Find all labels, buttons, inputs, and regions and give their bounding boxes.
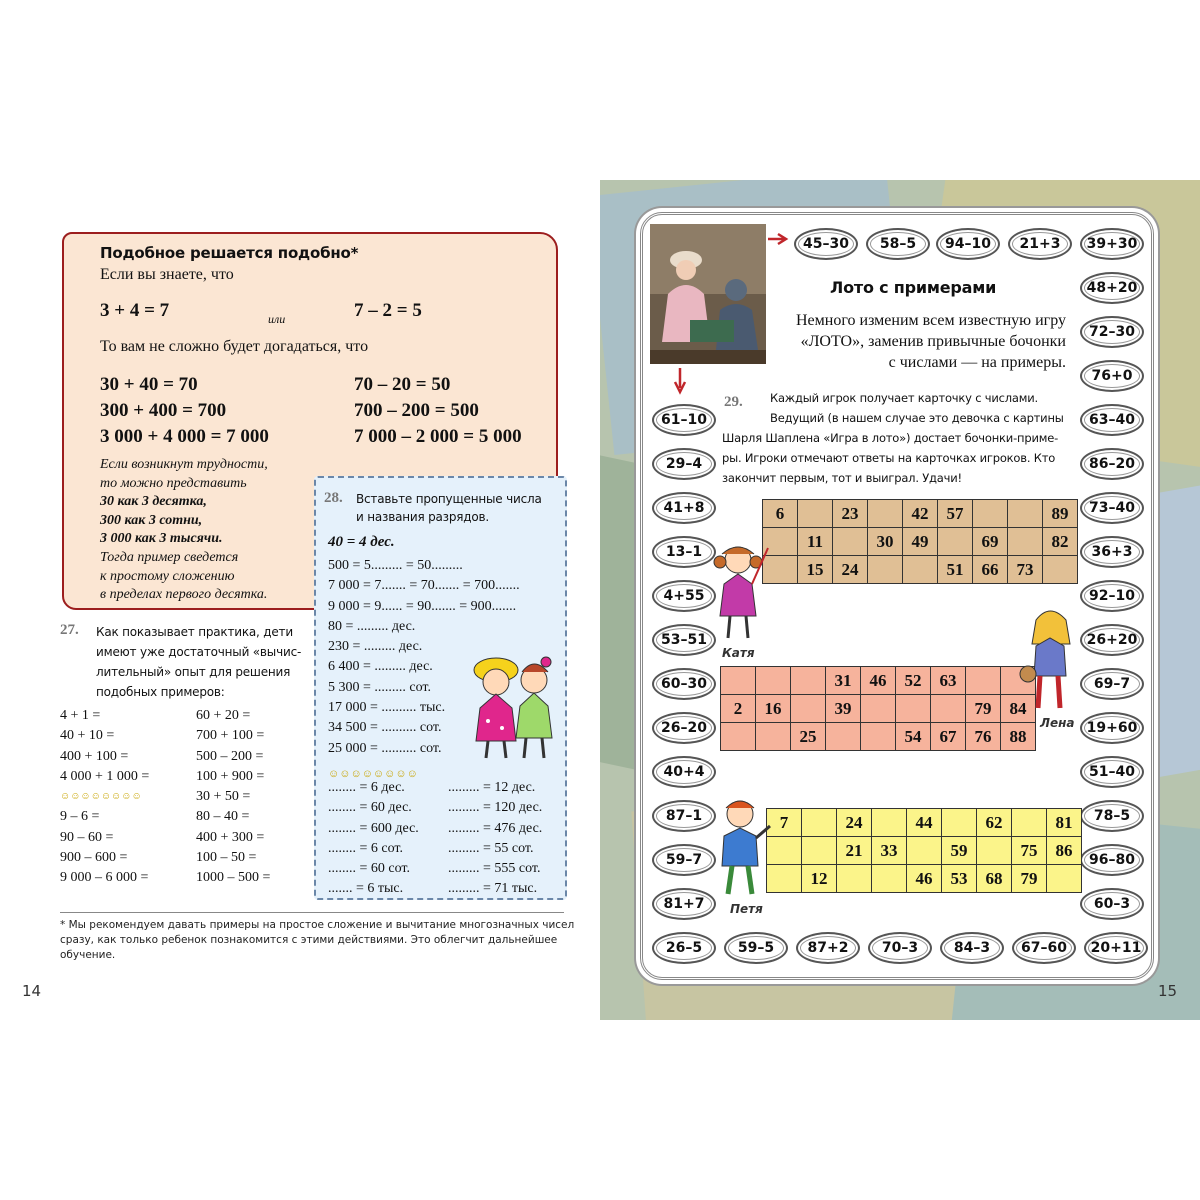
example-line: 900 – 600 =: [60, 850, 128, 866]
fill-line: ......... = 555 сот.: [448, 861, 541, 877]
lotto-barrel[interactable]: 59–7: [652, 844, 716, 876]
example-line: 100 + 900 =: [196, 768, 265, 784]
lotto-barrel[interactable]: 21+3: [1008, 228, 1072, 260]
footnote-divider: [60, 912, 564, 913]
hint-line: то можно представить: [100, 475, 247, 491]
card-cell[interactable]: 81: [1047, 809, 1082, 837]
hint-line: 300 как 3 сотни,: [100, 512, 203, 528]
player-name-petya: Петя: [730, 902, 763, 916]
card-cell[interactable]: [1043, 556, 1078, 584]
example-line: 100 – 50 =: [196, 850, 257, 866]
card-cell[interactable]: [791, 667, 826, 695]
fill-line: 7 000 = 7....... = 70....... = 700.......: [328, 578, 520, 594]
fill-line: ......... = 476 дес.: [448, 820, 543, 836]
example-line: 80 – 40 =: [196, 809, 250, 825]
card-row: [721, 667, 1036, 695]
example-line: 400 + 300 =: [196, 829, 265, 845]
card-cell[interactable]: [837, 865, 872, 893]
card-cell[interactable]: [802, 837, 837, 865]
card-cell[interactable]: 44: [907, 809, 942, 837]
card-cell[interactable]: 31: [826, 667, 861, 695]
card-cell[interactable]: [1008, 528, 1043, 556]
hint-line: Если возникнут трудности,: [100, 457, 268, 472]
card-cell[interactable]: 25: [791, 723, 826, 751]
fill-line: ........ = 600 дес.: [328, 820, 419, 836]
card-cell[interactable]: [1008, 500, 1043, 528]
card-cell[interactable]: [756, 723, 791, 751]
lotto-intro-line: Немного изменим всем известную игру: [796, 312, 1066, 329]
card-cell[interactable]: 57: [938, 500, 973, 528]
intro-line-2: То вам не сложно будет догадаться, что: [100, 338, 369, 355]
task-28-box: [314, 476, 567, 900]
card-cell[interactable]: [931, 695, 966, 723]
intro-eq-right: 700 – 200 = 500: [354, 400, 479, 421]
task-29-text: [722, 388, 1066, 488]
lotto-barrel[interactable]: 96–80: [1080, 844, 1144, 876]
card-cell[interactable]: 12: [802, 865, 837, 893]
task-29-text-line: закончит первым, тот и выиграл. Удачи!: [722, 471, 962, 485]
lotto-barrel[interactable]: 67–60: [1012, 932, 1076, 964]
hint-line: 3 000 как 3 тысячи.: [100, 531, 223, 547]
task-27-text-line: имеют уже достаточный «вычис-: [96, 645, 302, 659]
example-line: 9 000 – 6 000 =: [60, 870, 149, 886]
intro-title: Подобное решается подобно*: [100, 244, 359, 262]
fill-line: ......... = 71 тыс.: [448, 881, 538, 897]
card-cell[interactable]: [798, 500, 833, 528]
card-cell[interactable]: 82: [1043, 528, 1078, 556]
task-29-number: 29.: [724, 394, 743, 410]
card-cell[interactable]: [872, 865, 907, 893]
card-cell[interactable]: 52: [896, 667, 931, 695]
card-row: [767, 837, 1082, 865]
girls-illustration: [466, 646, 562, 766]
card-cell[interactable]: 42: [903, 500, 938, 528]
card-cell[interactable]: 73: [1008, 556, 1043, 584]
hint-line: к простому сложению: [100, 568, 235, 584]
card-cell[interactable]: 68: [977, 865, 1012, 893]
lotto-barrel[interactable]: 92–10: [1080, 580, 1144, 612]
example-line: 30 + 50 =: [196, 789, 251, 805]
card-row: [763, 556, 1078, 584]
card-cell[interactable]: [973, 500, 1008, 528]
intro-eq-1: 3 + 4 = 7: [100, 300, 170, 321]
card-cell[interactable]: 69: [973, 528, 1008, 556]
card-cell[interactable]: 11: [798, 528, 833, 556]
intro-eq-left: 300 + 400 = 700: [100, 400, 227, 421]
example-line: 500 – 200 =: [196, 748, 264, 764]
intro-or: или: [268, 312, 286, 326]
smiley-row: ☺☺☺☺☺☺☺☺: [60, 791, 142, 803]
card-cell[interactable]: [802, 809, 837, 837]
card-cell[interactable]: [1012, 809, 1047, 837]
example-line: 4 + 1 =: [60, 708, 101, 723]
intro-hint: [100, 456, 268, 605]
lotto-barrel[interactable]: 13–1: [652, 536, 716, 568]
lotto-barrel[interactable]: 69–7: [1080, 668, 1144, 700]
card-cell[interactable]: [942, 809, 977, 837]
lotto-barrel[interactable]: 70–3: [868, 932, 932, 964]
katya-illustration: [712, 540, 772, 644]
task-27-text-line: подобных примеров:: [96, 685, 225, 699]
task-29-text-line: Ведущий (в нашем случае это девочка с картины: [770, 411, 1064, 425]
task-28-number: 28.: [324, 490, 343, 506]
hint-line: Тогда пример сведется: [100, 549, 239, 565]
card-cell[interactable]: 21: [837, 837, 872, 865]
intro-eq-left: 30 + 40 = 70: [100, 374, 198, 395]
card-cell[interactable]: [868, 500, 903, 528]
footnote-line: сразу, как только ребенок познакомится с этими действиями. Это облегчит дальнейшее: [60, 934, 558, 946]
fill-line: ........ = 6 дес.: [328, 780, 405, 795]
card-cell[interactable]: [903, 556, 938, 584]
footnote: [60, 918, 574, 963]
card-cell[interactable]: 79: [1012, 865, 1047, 893]
fill-line: 34 500 = .......... сот.: [328, 720, 442, 736]
card-row: [721, 695, 1036, 723]
example-line: 60 + 20 =: [196, 708, 251, 723]
card-row: [721, 723, 1036, 751]
card-cell[interactable]: 24: [837, 809, 872, 837]
card-cell[interactable]: 39: [826, 695, 861, 723]
example-line: 1000 – 500 =: [196, 870, 271, 886]
lotto-barrel[interactable]: 60–3: [1080, 888, 1144, 920]
petya-illustration: [714, 796, 772, 900]
card-cell[interactable]: 51: [938, 556, 973, 584]
fill-line: ........ = 60 сот.: [328, 861, 410, 877]
fill-line: 230 = ......... дес.: [328, 639, 423, 655]
footnote-line: * Мы рекомендуем давать примеры на простое сложение и вычитание многозначных чисел: [60, 919, 575, 931]
fill-line: ......... = 55 сот.: [448, 840, 534, 856]
lotto-barrel[interactable]: 36+3: [1080, 536, 1144, 568]
lotto-barrel[interactable]: 81+7: [652, 888, 716, 920]
lotto-barrel[interactable]: 58–5: [866, 228, 930, 260]
lotto-barrel[interactable]: 63–40: [1080, 404, 1144, 436]
task-28-text-line: и названия разрядов.: [356, 510, 490, 524]
example-line: 400 + 100 =: [60, 748, 129, 764]
card-cell[interactable]: [861, 695, 896, 723]
card-cell[interactable]: 49: [903, 528, 938, 556]
task-27-number: 27.: [60, 622, 79, 638]
card-cell[interactable]: [966, 667, 1001, 695]
card-cell[interactable]: [721, 723, 756, 751]
card-cell[interactable]: [977, 837, 1012, 865]
card-cell[interactable]: 53: [942, 865, 977, 893]
lotto-barrel[interactable]: 41+8: [652, 492, 716, 524]
fill-line: ....... = 6 тыс.: [328, 881, 404, 897]
task-27-text-line: Как показывает практика, дети: [96, 625, 293, 639]
task-29-text-line: Каждый игрок получает карточку с числами.: [770, 391, 1038, 405]
task-29-text-line: ры. Игроки отмечают ответы на карточках игроков. Кто: [722, 451, 1056, 465]
card-cell[interactable]: 46: [861, 667, 896, 695]
card-row: [767, 809, 1082, 837]
lotto-barrel[interactable]: 26–5: [652, 932, 716, 964]
fill-line: 80 = ......... дес.: [328, 618, 416, 634]
task-28-col-2: [448, 778, 542, 900]
arrow-down-icon: [672, 366, 688, 396]
intro-eqs-left: [100, 372, 269, 450]
card-cell[interactable]: 84: [1001, 695, 1036, 723]
card-cell[interactable]: 88: [1001, 723, 1036, 751]
fill-line: ........ = 6 сот.: [328, 840, 403, 856]
player-card-lena: [720, 666, 1036, 751]
intro-eq-2: 7 – 2 = 5: [354, 300, 422, 321]
card-cell[interactable]: 24: [833, 556, 868, 584]
lotto-intro-line: с числами — на примеры.: [888, 354, 1066, 371]
task-28-text: [356, 490, 542, 526]
lotto-barrel[interactable]: 86–20: [1080, 448, 1144, 480]
lotto-barrel[interactable]: 20+11: [1084, 932, 1148, 964]
intro-line-1: Если вы знаете, что: [100, 266, 234, 283]
card-cell[interactable]: 6: [763, 500, 798, 528]
lotto-intro: [778, 310, 1066, 373]
card-cell[interactable]: 67: [931, 723, 966, 751]
task-27-text: [96, 622, 301, 702]
card-cell[interactable]: 66: [973, 556, 1008, 584]
example-line: 700 + 100 =: [196, 728, 265, 744]
lotto-barrel[interactable]: 73–40: [1080, 492, 1144, 524]
lena-illustration: [1018, 604, 1078, 714]
player-card-petya: [766, 808, 1082, 893]
card-cell[interactable]: [938, 528, 973, 556]
card-cell[interactable]: 86: [1047, 837, 1082, 865]
fill-line: 5 300 = ......... сот.: [328, 679, 431, 695]
fill-line: 6 400 = ......... дес.: [328, 659, 433, 675]
smiley-row: ☺☺☺☺☺☺☺☺: [328, 768, 418, 780]
card-cell[interactable]: 16: [756, 695, 791, 723]
player-name-lena: Лена: [1040, 716, 1075, 730]
card-cell[interactable]: 62: [977, 809, 1012, 837]
example-line: 4 000 + 1 000 =: [60, 768, 150, 784]
fill-line: 9 000 = 9...... = 90....... = 900.......: [328, 598, 517, 614]
page-number-left: 14: [22, 982, 42, 1000]
card-row: [767, 865, 1082, 893]
lotto-barrel[interactable]: 61–10: [652, 404, 716, 436]
intro-eq-right: 7 000 – 2 000 = 5 000: [354, 426, 522, 447]
lotto-barrel[interactable]: 76+0: [1080, 360, 1144, 392]
lotto-barrel[interactable]: 84–3: [940, 932, 1004, 964]
card-cell[interactable]: [721, 667, 756, 695]
intro-eqs-right: [354, 372, 522, 450]
task-29-text-line: Шарля Шаплена «Игра в лото») достает бочонки-приме-: [722, 431, 1059, 445]
lotto-barrel[interactable]: 87–1: [652, 800, 716, 832]
task-28-col-1: [328, 778, 419, 900]
lotto-barrel[interactable]: 29–4: [652, 448, 716, 480]
example-line: 9 – 6 =: [60, 809, 100, 825]
fill-line: ........ = 60 дес.: [328, 800, 412, 816]
task-27-text-line: лительный» опыт для решения: [96, 665, 291, 679]
lotto-barrel[interactable]: 87+2: [796, 932, 860, 964]
lotto-barrel[interactable]: 51–40: [1080, 756, 1144, 788]
card-cell[interactable]: [1047, 865, 1082, 893]
card-cell[interactable]: 63: [931, 667, 966, 695]
lotto-barrel[interactable]: 48+20: [1080, 272, 1144, 304]
task-28-example: 40 = 4 дес.: [328, 534, 395, 550]
example-line: 40 + 10 =: [60, 728, 115, 744]
painting-image: [650, 224, 766, 364]
lotto-barrel[interactable]: 45–30: [794, 228, 858, 260]
player-name-katya: Катя: [722, 646, 755, 660]
hint-line: в пределах первого десятка.: [100, 587, 268, 603]
card-cell[interactable]: 59: [942, 837, 977, 865]
page-number-right: 15: [1158, 982, 1178, 1000]
lotto-barrel[interactable]: 60–30: [652, 668, 716, 700]
card-cell[interactable]: 79: [966, 695, 1001, 723]
lotto-barrel[interactable]: 26+20: [1080, 624, 1144, 656]
example-line: 90 – 60 =: [60, 829, 114, 845]
player-card-katya: [762, 499, 1078, 584]
lotto-barrel[interactable]: 26–20: [652, 712, 716, 744]
lotto-barrel[interactable]: 39+30: [1080, 228, 1144, 260]
arrow-right-icon: [766, 232, 792, 246]
lotto-title: Лото с примерами: [830, 278, 997, 297]
lotto-barrel[interactable]: 94–10: [936, 228, 1000, 260]
task-27-col-2: [196, 706, 270, 889]
fill-line: 25 000 = .......... сот.: [328, 740, 442, 756]
card-cell[interactable]: 30: [868, 528, 903, 556]
fill-line: 17 000 = .......... тыс.: [328, 700, 446, 716]
card-cell[interactable]: 54: [896, 723, 931, 751]
intro-eq-right: 70 – 20 = 50: [354, 374, 451, 395]
lotto-barrel[interactable]: 19+60: [1080, 712, 1144, 744]
card-row: [763, 528, 1078, 556]
card-cell[interactable]: [861, 723, 896, 751]
card-cell[interactable]: [791, 695, 826, 723]
lotto-barrel[interactable]: 72–30: [1080, 316, 1144, 348]
card-cell[interactable]: [896, 695, 931, 723]
fill-line: 500 = 5......... = 50.........: [328, 558, 463, 573]
card-cell[interactable]: 75: [1012, 837, 1047, 865]
lotto-intro-line: «ЛОТО», заменив привычные бочонки: [800, 333, 1066, 350]
card-cell[interactable]: 76: [966, 723, 1001, 751]
fill-line: ......... = 120 дес.: [448, 800, 543, 816]
card-cell[interactable]: [756, 667, 791, 695]
card-row: [763, 500, 1078, 528]
card-cell[interactable]: [872, 809, 907, 837]
lotto-barrel[interactable]: 59–5: [724, 932, 788, 964]
card-cell[interactable]: 23: [833, 500, 868, 528]
card-cell[interactable]: 46: [907, 865, 942, 893]
card-cell[interactable]: 15: [798, 556, 833, 584]
card-cell[interactable]: 2: [721, 695, 756, 723]
hint-line: 30 как 3 десятка,: [100, 494, 207, 510]
lotto-barrel[interactable]: 78–5: [1080, 800, 1144, 832]
task-27-col-1: [60, 706, 149, 889]
task-28-text-line: Вставьте пропущенные числа: [356, 492, 542, 506]
card-cell[interactable]: [833, 528, 868, 556]
intro-eq-left: 3 000 + 4 000 = 7 000: [100, 426, 269, 447]
lotto-barrel[interactable]: 53–51: [652, 624, 716, 656]
card-cell[interactable]: 89: [1043, 500, 1078, 528]
card-cell[interactable]: 7: [767, 809, 802, 837]
card-cell[interactable]: [826, 723, 861, 751]
lotto-barrel[interactable]: 40+4: [652, 756, 716, 788]
card-cell[interactable]: [907, 837, 942, 865]
fill-line: ......... = 12 дес.: [448, 780, 536, 795]
footnote-line: обучение.: [60, 949, 116, 961]
card-cell[interactable]: 33: [872, 837, 907, 865]
card-cell[interactable]: [868, 556, 903, 584]
lotto-barrel[interactable]: 4+55: [652, 580, 716, 612]
